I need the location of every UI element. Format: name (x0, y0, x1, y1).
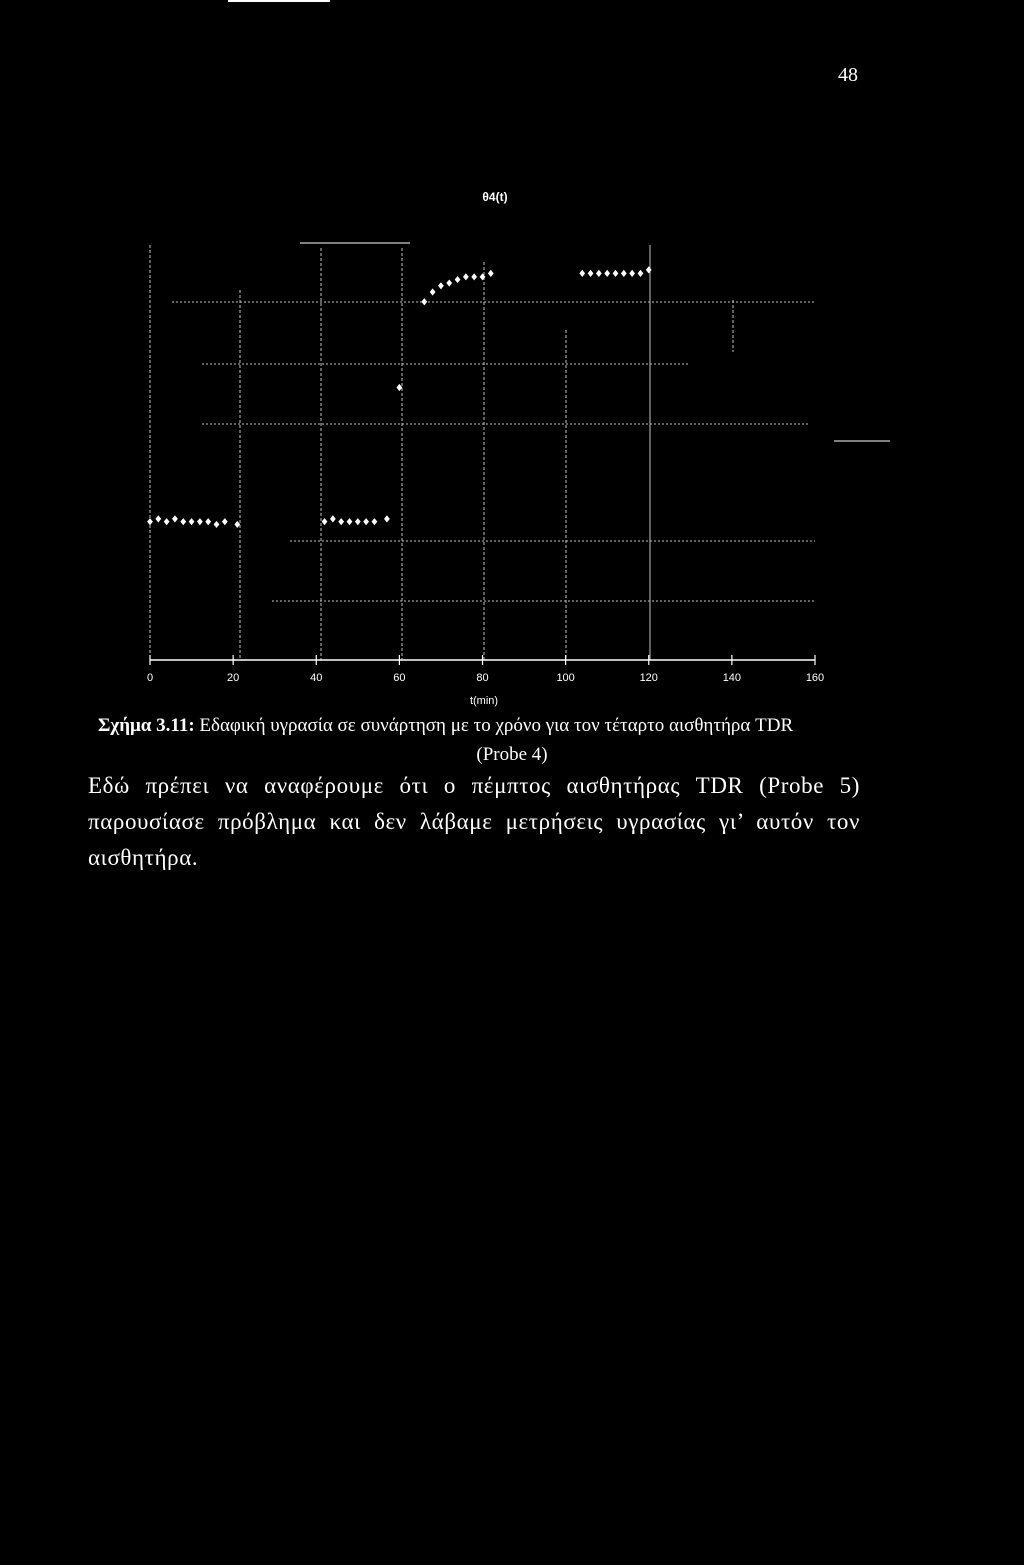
data-point (355, 518, 361, 525)
page-number: 48 (838, 64, 858, 86)
data-point (147, 518, 153, 525)
body-paragraph: Εδώ πρέπει να αναφέρουμε ότι ο πέμπτος αισθητήρας TDR (Probe 5) παρουσίασε πρόβλημα και δεν λάβαμε μετρήσεις υγρασίας γι’ αυτόν τον αισθητήρα. (88, 773, 860, 870)
data-point (421, 298, 427, 305)
data-point (372, 518, 378, 525)
figure-caption-label: Σχήμα 3.11: (98, 715, 195, 736)
data-point (646, 266, 652, 273)
data-point (330, 515, 336, 522)
data-point (234, 521, 240, 528)
data-point (471, 273, 477, 280)
data-point (579, 270, 585, 277)
figure-caption (98, 716, 848, 735)
x-tick-label: 40 (310, 672, 323, 684)
data-point (430, 288, 436, 295)
data-point (488, 270, 494, 277)
data-point (197, 518, 203, 525)
chart-title: θ4(t) (482, 190, 508, 204)
chart-grid (150, 243, 890, 660)
data-point (455, 276, 461, 283)
data-point (596, 270, 602, 277)
data-point (347, 518, 353, 525)
data-point (180, 518, 186, 525)
data-point (480, 273, 486, 280)
data-point (172, 515, 178, 522)
data-point (613, 270, 619, 277)
chart (0, 0, 1024, 712)
data-point (322, 518, 328, 525)
data-point (396, 384, 402, 391)
x-tick-label: 160 (805, 672, 825, 684)
x-axis-label: t(min) (469, 695, 499, 707)
figure-caption-line2: (Probe 4) (476, 744, 548, 765)
x-tick-label: 120 (639, 672, 658, 684)
data-point (638, 270, 644, 277)
data-point (446, 279, 452, 286)
data-point (205, 518, 211, 525)
x-tick-label: 80 (476, 672, 489, 684)
data-point (214, 521, 220, 528)
data-point (438, 282, 444, 289)
x-tick-labels (147, 672, 824, 684)
data-point (463, 273, 469, 280)
data-point (629, 270, 635, 277)
x-tick-label: 140 (722, 672, 742, 684)
x-tick-label: 100 (556, 672, 575, 684)
data-point (621, 270, 627, 277)
data-points (147, 266, 652, 528)
figure-caption-text: Εδαφική υγρασία σε συνάρτηση με το χρόνο για τον τέταρτο αισθητήρα TDR (194, 715, 794, 736)
data-point (604, 270, 610, 277)
data-point (338, 518, 344, 525)
data-point (588, 270, 594, 277)
data-point (384, 515, 390, 522)
x-tick-label: 0 (146, 672, 154, 684)
x-tick-label: 60 (393, 672, 406, 684)
data-point (363, 518, 369, 525)
data-point (164, 518, 170, 525)
data-point (155, 515, 161, 522)
x-tick-label: 20 (227, 672, 240, 684)
data-point (189, 518, 195, 525)
data-point (222, 518, 228, 525)
